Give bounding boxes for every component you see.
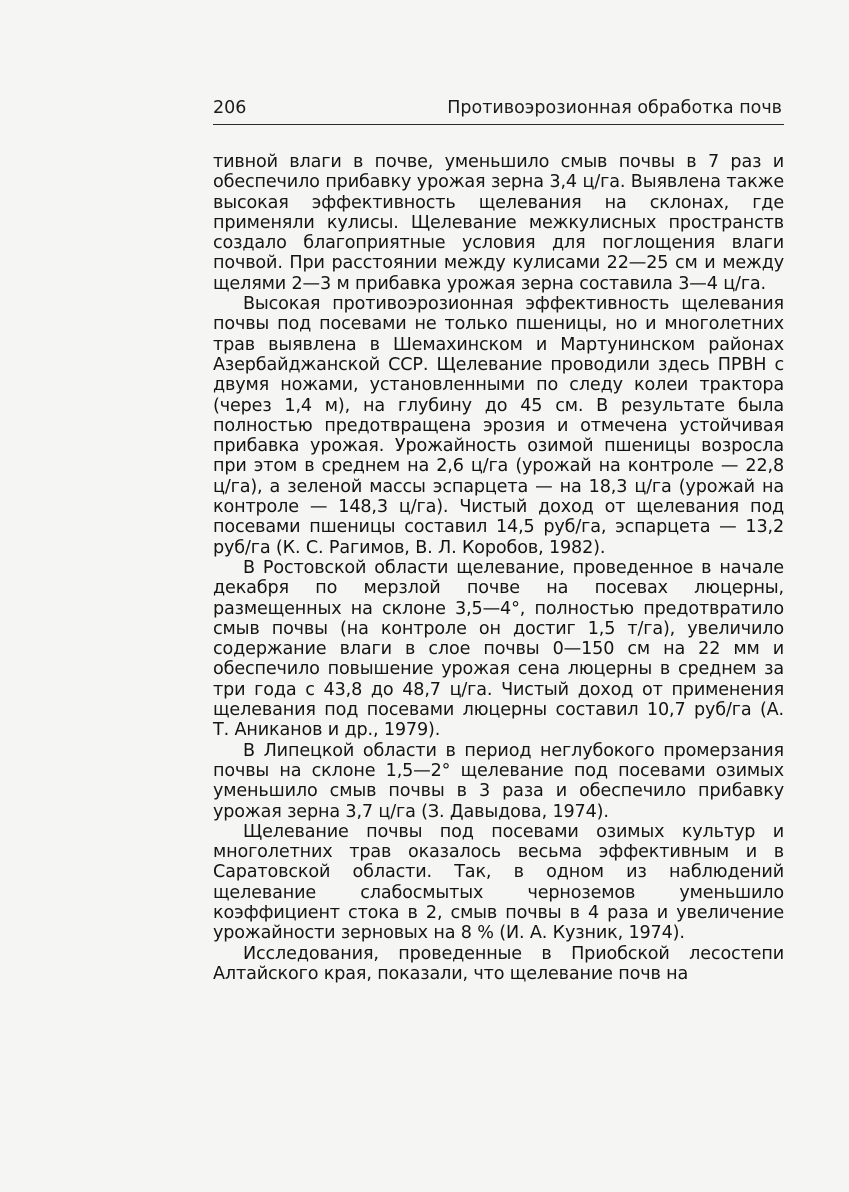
- paragraph-continuation: тивной влаги в почве, уменьшило смыв почвы в 7 раз и обеспечило прибавку урожая зерна 3,4 ц/га. Выявлена также высокая эффективность щелевания на склонах, где применяли кулисы. Щелевание межкулисных пространств создало благоприятные условия для поглощения влаги почвой. При расстоянии между кулисами 22—25 см и между щелями 2—3 м прибавка урожая зерна составила 3—4 ц/га.: [213, 152, 784, 294]
- paragraph-lipetsk: В Липецкой области в период неглубокого промерзания почвы на склоне 1,5—2° щелевание под посевами озимых уменьшило смыв почвы в 3 раза и обеспечило прибавку урожая зерна 3,7 ц/га (З. Давыдова, 1974).: [213, 740, 784, 822]
- paragraph-rostov: В Ростовской области щелевание, проведенное в начале декабря по мерзлой почве на посевах люцерны, размещенных на склоне 3,5—4°, полностью предотвратило смыв почвы (на контроле он достиг 1,5 т/га), увеличило содержание влаги в слое почвы 0—150 см на 22 мм и обеспечило повышение урожая сена люцерны в среднем за три года с 43,8 до 48,7 ц/га. Чистый доход от применения щелевания под посевами люцерны составил 10,7 руб/га (А. Т. Аниканов и др., 1979).: [213, 557, 784, 741]
- paragraph-altai: Исследования, проведенные в Приобской лесостепи Алтайского края, показали, что щелевание почв на: [213, 943, 784, 984]
- body-text: [213, 152, 784, 984]
- running-title: Противоэрозионная обработка почв: [447, 98, 782, 118]
- page-header: [213, 95, 782, 121]
- paragraph-saratov: Щелевание почвы под посевами озимых культур и многолетних трав оказалось весьма эффективным и в Саратовской области. Так, в одном из наблюдений щелевание слабосмытых черноземов уменьшило коэффициент стока в 2, смыв почвы в 4 раза и увеличение урожайности зерновых на 8 % (И. А. Кузник, 1974).: [213, 821, 784, 944]
- paragraph-azerbaijan: Высокая противоэрозионная эффективность щелевания почвы под посевами не только пшеницы, но и многолетних трав выявлена в Шемахинском и Мартунинском районах Азербайджанской ССР. Щелевание проводили здесь ПРВН с двумя ножами, установленными по следу колеи трактора (через 1,4 м), на глубину до 45 см. В результате была полностью предотвращена эрозия и отмечена устойчивая прибавка урожая. Урожайность озимой пшеницы возросла при этом в среднем на 2,6 ц/га (урожай на контроле — 22,8 ц/га), а зеленой массы эспарцета — на 18,3 ц/га (урожай на контроле — 148,3 ц/га). Чистый доход от щелевания под посевами пшеницы составил 14,5 руб/га, эспарцета — 13,2 руб/га (К. С. Рагимов, В. Л. Коробов, 1982).: [213, 294, 784, 558]
- header-divider: [213, 124, 784, 125]
- page-number: 206: [213, 98, 247, 118]
